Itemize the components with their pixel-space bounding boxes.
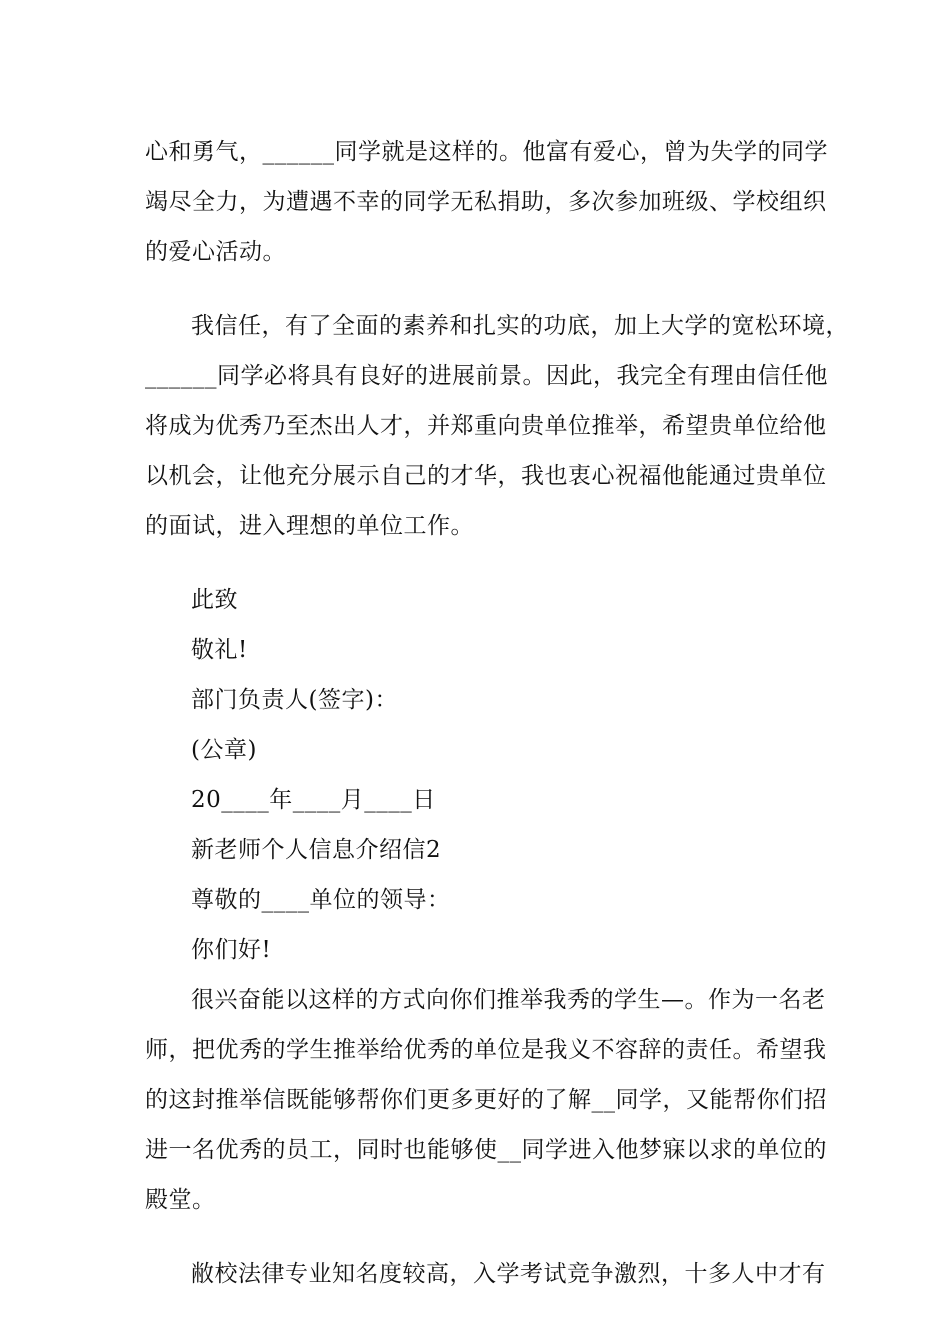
paragraph-gap — [145, 1225, 815, 1249]
closing-jing-li: 敬礼! — [191, 637, 248, 663]
text-line: 的这封推举信既能够帮你们更多更好的了解__同学，又能帮你们招 — [145, 1087, 827, 1113]
text-line: 殿堂。 — [145, 1187, 216, 1213]
paragraph-gap — [145, 277, 815, 301]
letter-title: 新老师个人信息介绍信2 — [191, 837, 442, 863]
text-line: 我信任，有了全面的素养和扎实的功底，加上大学的宽松环境， — [191, 313, 849, 339]
letter-closing — [145, 575, 815, 825]
text-line: 以机会，让他充分展示自己的才华，我也衷心祝福他能通过贵单位 — [145, 463, 827, 489]
salutation: 尊敬的____单位的领导： — [191, 887, 451, 913]
paragraph-2 — [145, 301, 849, 551]
paragraph-3 — [145, 975, 827, 1225]
greeting: 你们好! — [191, 937, 272, 963]
text-line: 很兴奋能以这样的方式向你们推举我秀的学生—。作为一名老 — [191, 987, 826, 1013]
text-line: 进一名优秀的员工，同时也能够使__同学进入他梦寐以求的单位的 — [145, 1137, 827, 1163]
text-line: 师，把优秀的学生推举给优秀的单位是我义不容辞的责任。希望我 — [145, 1037, 827, 1063]
paragraph-gap — [145, 551, 815, 575]
text-line: 的面试，进入理想的单位工作。 — [145, 513, 474, 539]
text-line: 竭尽全力，为遭遇不幸的同学无私捐助，多次参加班级、学校组织 — [145, 189, 827, 215]
official-seal: (公章) — [191, 737, 257, 763]
text-line: 将成为优秀乃至杰出人才，并郑重向贵单位推举，希望贵单位给他 — [145, 413, 827, 439]
text-line: 敝校法律专业知名度较高，入学考试竞争激烈，十多人中才有 — [191, 1261, 826, 1287]
date-line: 20____年____月____日 — [191, 787, 436, 813]
paragraph-4 — [145, 1249, 826, 1299]
text-line: ______同学必将具有良好的进展前景。因此，我完全有理由信任他 — [145, 363, 828, 389]
signature-line: 部门负责人(签字)： — [191, 687, 398, 713]
text-line: 心和勇气，______同学就是这样的。他富有爱心，曾为失学的同学 — [145, 139, 828, 165]
text-line: 的爱心活动。 — [145, 239, 286, 265]
closing-ci-zhi: 此致 — [191, 587, 238, 613]
document-body — [145, 127, 849, 1299]
letter-2-header — [145, 825, 815, 975]
paragraph-1 — [145, 127, 828, 277]
